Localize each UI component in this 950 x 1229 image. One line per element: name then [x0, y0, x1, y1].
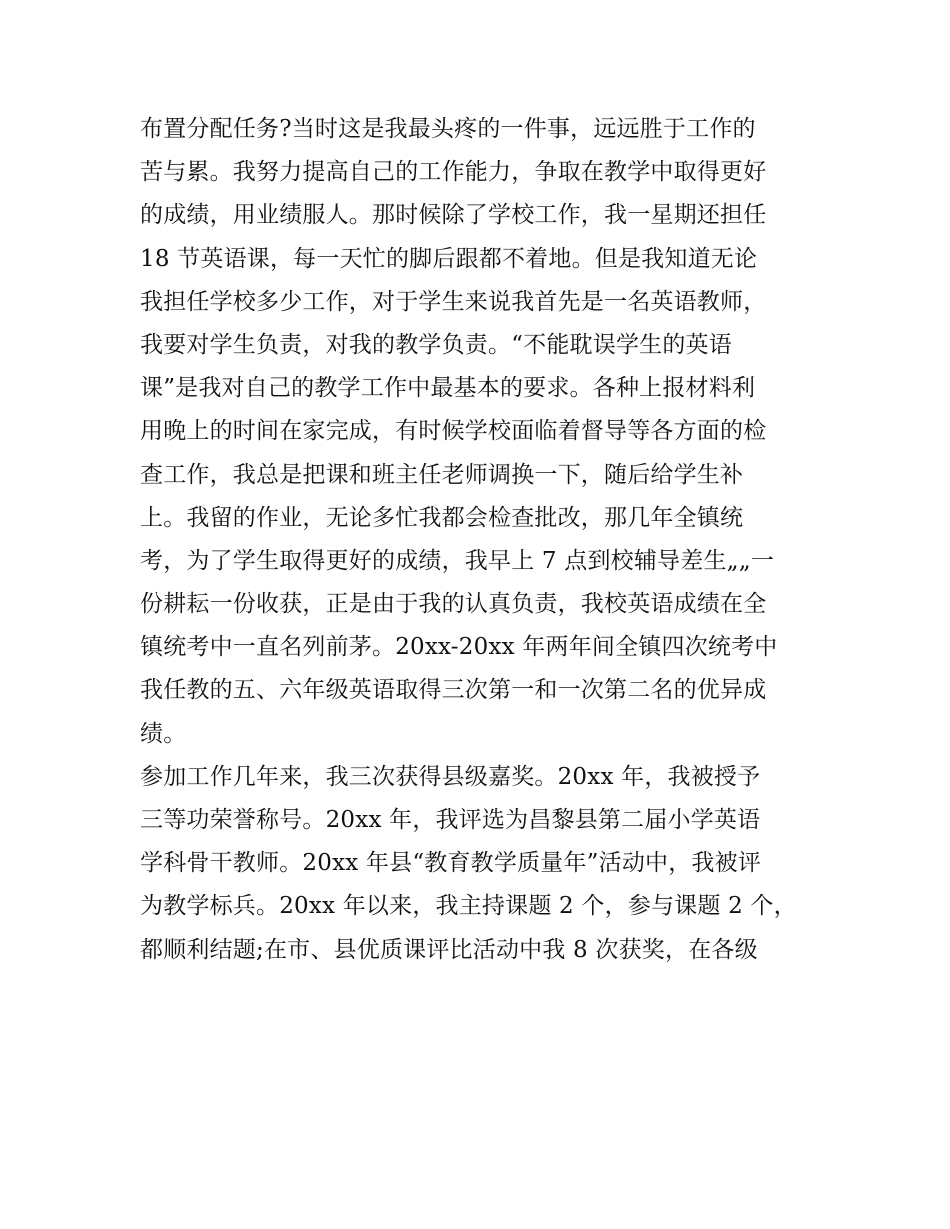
text-line: 布置分配任务?当时这是我最头疼的一件事，远远胜于工作的: [140, 116, 756, 142]
text-line: 课”是我对自己的教学工作中最基本的要求。各种上报材料利: [140, 375, 756, 402]
text-line: 为教学标兵。20xx 年以来，我主持课题 2 个，参与课题 2 个，: [140, 893, 797, 920]
text-line: 份耕耘一份收获，正是由于我的认真负责，我校英语成绩在全: [140, 591, 767, 618]
text-line: 苦与累。我努力提高自己的工作能力，争取在教学中取得更好: [140, 159, 767, 186]
text-line: 都顺利结题;在市、县优质课评比活动中我 8 次获奖，在各级: [140, 936, 758, 963]
text-line: 我任教的五、六年级英语取得三次第一和一次第二名的优异成: [140, 677, 767, 704]
text-line: 上。我留的作业，无论多忙我都会检查批改，那几年全镇统: [140, 504, 744, 531]
text-line: 绩。: [140, 720, 187, 747]
text-line: 查工作，我总是把课和班主任老师调换一下，随后给学生补: [140, 461, 744, 488]
text-line: 三等功荣誉称号。20xx 年，我评选为昌黎县第二届小学英语: [140, 807, 761, 833]
text-line: 用晚上的时间在家完成，有时候学校面临着督导等各方面的检: [140, 418, 767, 445]
text-line: 镇统考中一直名列前茅。20xx-20xx 年两年间全镇四次统考中: [140, 634, 778, 661]
text-line: 学科骨干教师。20xx 年县“教育教学质量年”活动中，我被评: [140, 850, 762, 877]
text-line: 的成绩，用业绩服人。那时候除了学校工作，我一星期还担任: [140, 202, 767, 229]
text-line: 考，为了学生取得更好的成绩，我早上 7 点到校辅导差生„„一: [140, 547, 775, 574]
text-line: 参加工作几年来，我三次获得县级嘉奖。20xx 年，我被授予: [140, 763, 761, 790]
text-line: 我要对学生负责，对我的教学负责。“不能耽误学生的英语: [140, 331, 732, 358]
text-line: 我担任学校多少工作，对于学生来说我首先是一名英语教师，: [140, 288, 767, 315]
body-text: [140, 108, 820, 972]
text-line: 18 节英语课，每一天忙的脚后跟都不着地。但是我知道无论: [140, 245, 758, 272]
